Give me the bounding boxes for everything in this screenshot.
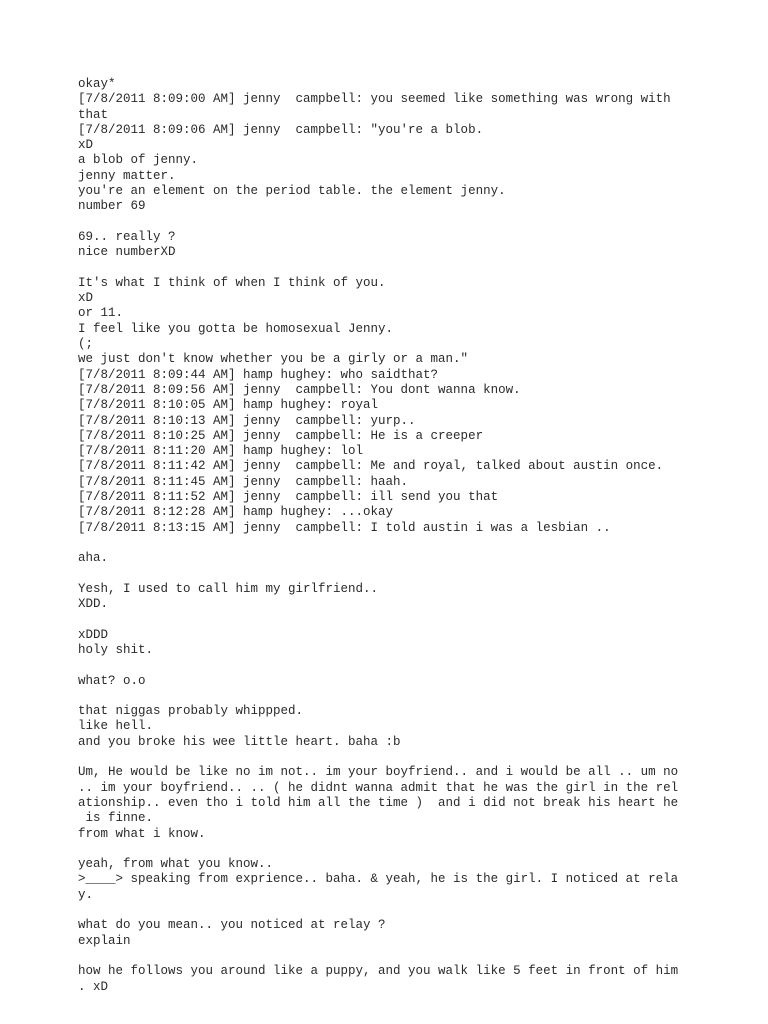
transcript-line: that [78, 107, 109, 122]
transcript-line: aha. [78, 551, 109, 566]
transcript-line: [7/8/2011 8:11:20 AM] hamp hughey: lol [78, 444, 364, 459]
transcript-line: >____> speaking from exprience.. baha. & yeah, he is the girl. I noticed at rela [78, 872, 679, 887]
transcript-line: okay* [78, 77, 116, 91]
blank-line [78, 658, 758, 673]
transcript-line: explain [78, 933, 131, 948]
transcript-line: we just don't know whether you be a girly or a man." [78, 352, 469, 367]
transcript-line: (; [78, 337, 94, 352]
transcript-line: . xD [78, 979, 109, 994]
transcript-line: like hell. [78, 719, 154, 734]
transcript-line: or 11. [78, 306, 124, 321]
blank-line [78, 689, 758, 704]
blank-line [78, 903, 758, 918]
blank-line [78, 949, 758, 964]
transcript-line: holy shit. [78, 642, 154, 657]
transcript-line: [7/8/2011 8:10:13 AM] jenny campbell: yurp.. [78, 413, 416, 428]
transcript-line: [7/8/2011 8:11:45 AM] jenny campbell: haah. [78, 474, 409, 489]
transcript-line: [7/8/2011 8:09:06 AM] jenny campbell: "you're a blob. [78, 122, 484, 137]
transcript-line: [7/8/2011 8:10:05 AM] hamp hughey: royal [78, 398, 379, 413]
transcript-line: that niggas probably whippped. [78, 704, 304, 719]
transcript-line: xD [78, 291, 94, 306]
transcript-line: ationship.. even tho i told him all the time ) and i did not break his heart he [78, 795, 679, 810]
transcript-line: [7/8/2011 8:11:52 AM] jenny campbell: ill send you that [78, 490, 499, 505]
transcript-line: Yesh, I used to call him my girlfriend.. [78, 581, 379, 596]
blank-line [78, 567, 758, 582]
transcript-line: what do you mean.. you noticed at relay ? [78, 918, 386, 933]
blank-line [78, 750, 758, 765]
blank-line [78, 215, 758, 230]
transcript-line: from what i know. [78, 826, 206, 841]
transcript-line: [7/8/2011 8:09:44 AM] hamp hughey: who saidthat? [78, 367, 439, 382]
blank-line [78, 261, 758, 276]
transcript-line: yeah, from what you know.. [78, 857, 274, 872]
transcript-line: [7/8/2011 8:09:56 AM] jenny campbell: You dont wanna know. [78, 382, 521, 397]
transcript-line: number 69 [78, 199, 146, 214]
transcript-line: [7/8/2011 8:10:25 AM] jenny campbell: He is a creeper [78, 428, 484, 443]
transcript-line: you're an element on the period table. the element jenny. [78, 184, 506, 199]
chat-transcript [78, 77, 758, 995]
transcript-line: [7/8/2011 8:11:42 AM] jenny campbell: Me and royal, talked about austin once. [78, 459, 664, 474]
transcript-line: a blob of jenny. [78, 153, 199, 168]
transcript-line: is finne. [78, 811, 154, 826]
transcript-line: .. im your boyfriend.. .. ( he didnt wanna admit that he was the girl in the rel [78, 780, 679, 795]
transcript-line: jenny matter. [78, 168, 176, 183]
transcript-line: and you broke his wee little heart. baha :b [78, 734, 401, 749]
transcript-line: XDD. [78, 597, 109, 612]
transcript-line: It's what I think of when I think of you. [78, 275, 386, 290]
blank-line [78, 612, 758, 627]
blank-line [78, 536, 758, 551]
transcript-line: what? o.o [78, 673, 146, 688]
transcript-line: 69.. really ? [78, 229, 176, 244]
transcript-line: [7/8/2011 8:09:00 AM] jenny campbell: you seemed like something was wrong with [78, 92, 671, 107]
transcript-line: [7/8/2011 8:12:28 AM] hamp hughey: ...okay [78, 505, 394, 520]
blank-line [78, 842, 758, 857]
transcript-line: [7/8/2011 8:13:15 AM] jenny campbell: I told austin i was a lesbian .. [78, 520, 611, 535]
transcript-line: how he follows you around like a puppy, and you walk like 5 feet in front of him [78, 964, 679, 979]
transcript-line: xDDD [78, 627, 109, 642]
transcript-line: I feel like you gotta be homosexual Jenny. [78, 321, 394, 336]
transcript-line: nice numberXD [78, 245, 176, 260]
transcript-line: y. [78, 887, 94, 902]
transcript-line: xD [78, 138, 94, 153]
transcript-line: Um, He would be like no im not.. im your boyfriend.. and i would be all .. um no [78, 765, 679, 780]
